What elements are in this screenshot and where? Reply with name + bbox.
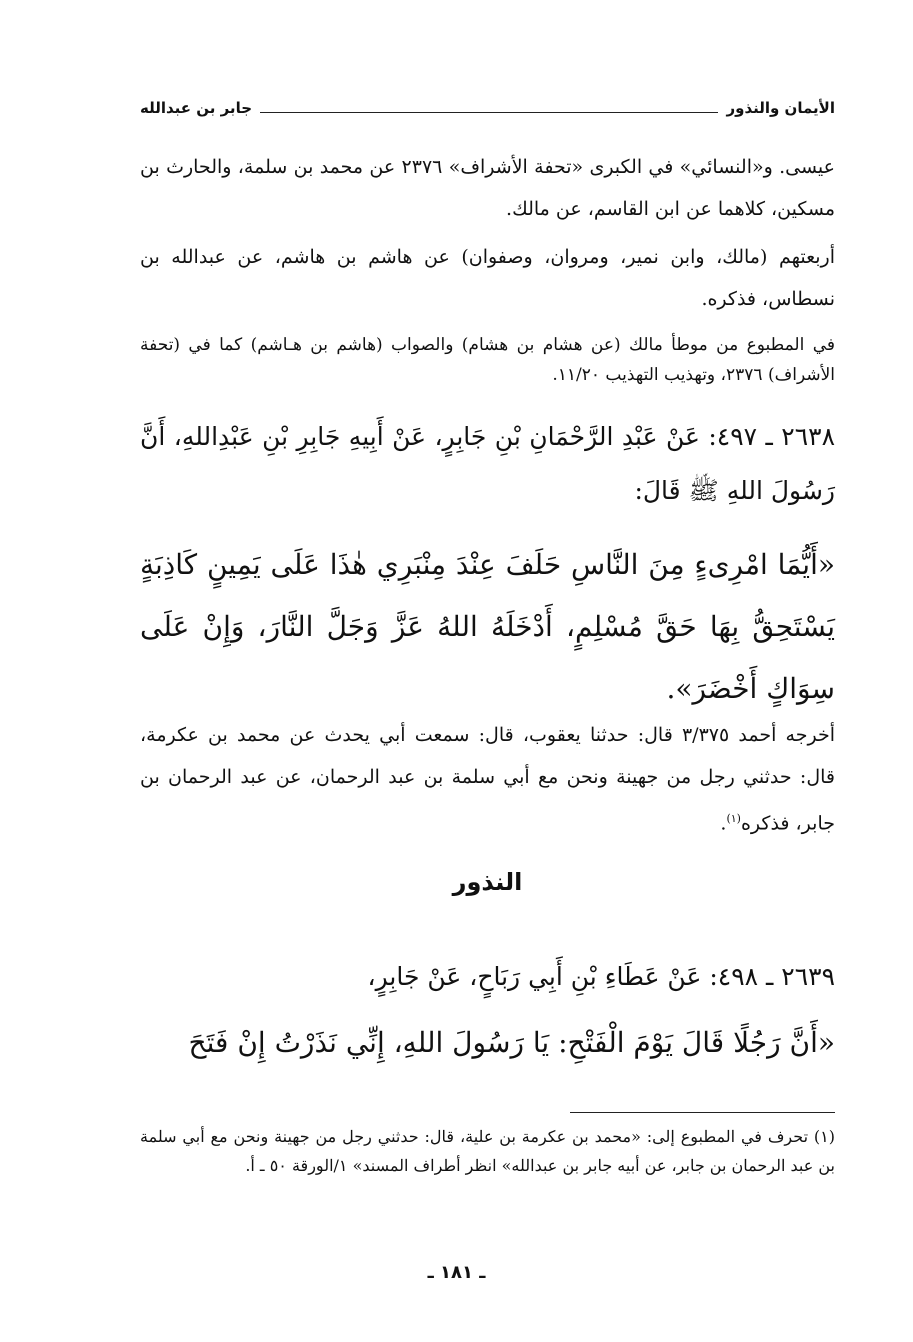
paragraph-takhrij-ahmad	[140, 714, 835, 844]
paragraph-isnad-summary: أربعتهم (مالك، وابن نمير، ومروان، وصفوان) عن هاشم بن هاشم، عن عبدالله بن نسطاس، فذكره.	[140, 246, 835, 310]
hadith-498-isnad: ٢٦٣٩ ـ ٤٩٨: عَنْ عَطَاءِ بْنِ أَبِي رَبَاحٍ، عَنْ جَابِرٍ،	[367, 962, 835, 991]
section-title: النذور	[452, 868, 523, 896]
hadith-498-matn: «أَنَّ رَجُلًا قَالَ يَوْمَ الْفَتْحِ: يَا رَسُولَ اللهِ، إِنِّي نَذَرْتُ إِنْ فَتَحَ	[188, 1026, 835, 1059]
hadith-497-isnad: ٢٦٣٨ ـ ٤٩٧: عَنْ عَبْدِ الرَّحْمَانِ بْنِ جَابِرٍ، عَنْ أَبِيهِ جَابِرِ بْنِ عَبْدِاللهِ، أَنَّ رَسُولَ اللهِ ﷺ قَالَ:	[140, 422, 835, 505]
hadith-497-matn: «أَيُّمَا امْرِىءٍ مِنَ النَّاسِ حَلَفَ عِنْدَ مِنْبَرِي هٰذَا عَلَى يَمِينٍ كَاذِبَةٍ يَسْتَحِقُّ بِهَا حَقَّ مُسْلِمٍ، أَدْخَلَهُ اللهُ عَزَّ وَجَلَّ النَّارَ، وَإِنْ عَلَى سِوَاكٍ أَخْضَرَ».	[140, 548, 835, 705]
takhrij-ahmad-text: أخرجه أحمد ٣/٣٧٥ قال: حدثنا يعقوب، قال: سمعت أبي يحدث عن محمد بن عكرمة، قال: حدثني رجل من جهينة ونحن مع أبي سلمة بن عبد الرحمان، عن عبد الرحمان بن جابر، فذكره	[140, 724, 836, 835]
paragraph-correction-note: في المطبوع من موطأ مالك (عن هشام بن هشام) والصواب (هاشم بن هـاشم) كما في (تحفة الأشراف) ٢٣٧٦، وتهذيب التهذيب ١١/٢٠.	[140, 335, 835, 385]
header-rule	[260, 112, 718, 113]
paragraph-takhrij-continued: عيسى. و«النسائي» في الكبرى «تحفة الأشراف» ٢٣٧٦ عن محمد بن سلمة، والحارث بن مسكين، كلاهما عن ابن القاسم، عن مالك.	[140, 156, 835, 220]
header-chapter-title: الأيمان والنذور	[726, 99, 835, 117]
page-number: ـ ١٨١ ـ	[427, 1262, 486, 1283]
footnote-rule	[570, 1112, 835, 1113]
footnote-1: (١) تحرف في المطبوع إلى: «محمد بن عكرمة بن علية، قال: حدثني رجل من جهينة ونحن مع أبي سلمة بن عبد الرحمان بن جابر، عن أبيه جابر بن عبدالله» انظر أطراف المسند» ١/الورقة ٥٠ ـ أ.	[140, 1127, 835, 1175]
takhrij-ahmad-end: .	[720, 812, 727, 835]
footnote-marker: (١)	[726, 812, 741, 825]
header-narrator-title: جابر بن عبدالله	[140, 99, 253, 117]
running-header	[140, 94, 835, 122]
